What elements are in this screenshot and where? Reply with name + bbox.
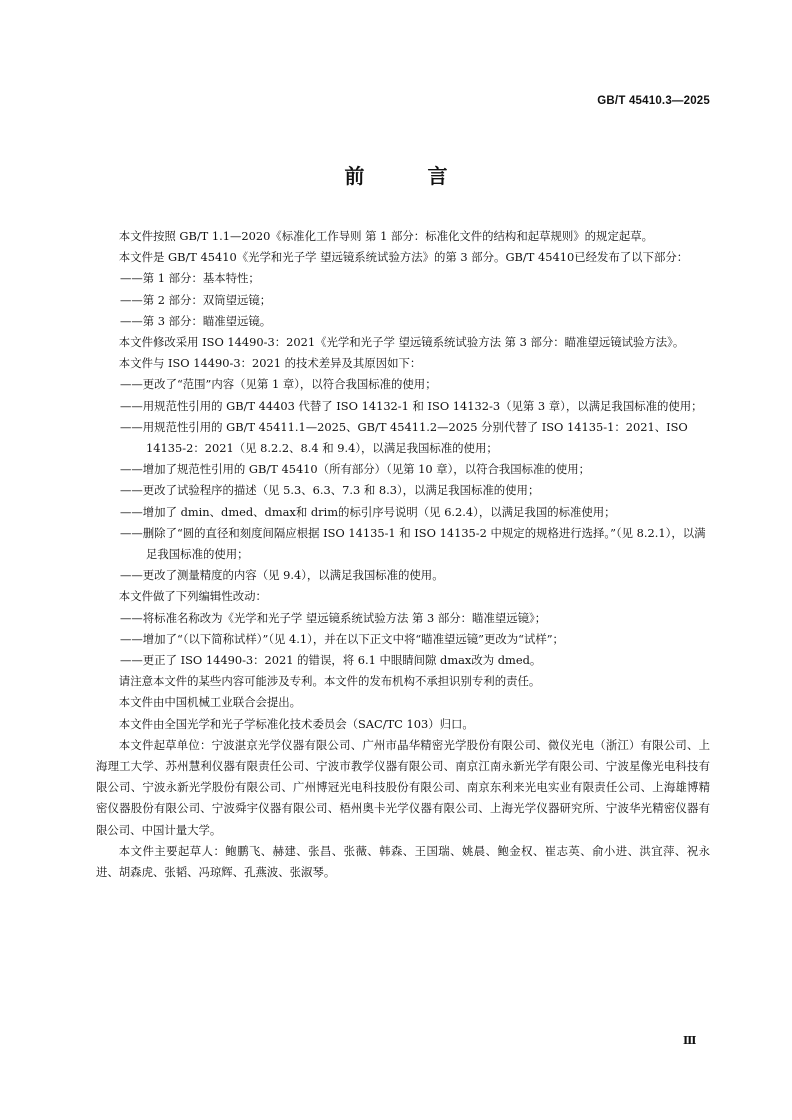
list-item: ——更改了试验程序的描述（见 5.3、6.3、7.3 和 8.3），以满足我国标准的使用； xyxy=(120,483,540,498)
list-item: ——第 2 部分：双筒望远镜； xyxy=(120,292,272,307)
paragraph: 本文件按照 GB/T 1.1—2020《标准化工作导则 第 1 部分：标准化文件的结构和起草规则》的规定起草。 xyxy=(118,229,654,243)
paragraph: 本文件由全国光学和光子学标准化技术委员会（SAC/TC 103）归口。 xyxy=(118,716,474,731)
paragraph: 请注意本文件的某些内容可能涉及专利。本文件的发布机构不承担识别专利的责任。 xyxy=(118,674,541,689)
paragraph: 本文件主要起草人：鲍鹏飞、赫建、张昌、张薇、韩森、王国瑞、姚晨、鲍金权、崔志英、俞小进、洪宜萍、祝永进、胡森虎、张韬、冯琼辉、孔燕波、张淑琴。 xyxy=(96,843,710,880)
page-title: 前 言 xyxy=(344,164,476,188)
list-item: ——将标准名称改为《光学和光子学 望远镜系统试验方法 第 3 部分：瞄准望远镜》； xyxy=(120,610,547,625)
list-item: ——用规范性引用的 GB/T 44403 代替了 ISO 14132-1 和 ISO 14132-3（见第 3 章），以满足我国标准的使用； xyxy=(120,398,703,413)
page-number: Ⅲ xyxy=(683,1035,697,1047)
paragraph: 本文件修改采用 ISO 14490-3：2021《光学和光子学 望远镜系统试验方法 第 3 部分：瞄准望远镜试验方法》。 xyxy=(118,335,685,350)
paragraph: 本文件与 ISO 14490-3：2021 的技术差异及其原因如下： xyxy=(118,356,422,371)
list-item: ——增加了“（以下简称试样）”（见 4.1），并在以下正文中将“瞄准望远镜”更改为“试样”； xyxy=(120,631,564,646)
list-item: ——增加了 dmin、dmed、dmax和 drim的标引序号说明（见 6.2.4），以满足我国的标准使用； xyxy=(120,504,616,519)
list-item: ——更改了“范围”内容（见第 1 章），以符合我国标准的使用； xyxy=(120,377,437,392)
list-item: ——更改了测量精度的内容（见 9.4），以满足我国标准的使用。 xyxy=(120,568,444,583)
list-item: ——更正了 ISO 14490-3：2021 的错误，将 6.1 中眼睛间隙 dmax改为 dmed。 xyxy=(120,653,542,668)
list-item: ——增加了规范性引用的 GB/T 45410（所有部分）（见第 10 章），以符合我国标准的使用； xyxy=(120,462,591,477)
paragraph: 本文件起草单位：宁波湛京光学仪器有限公司、广州市晶华精密光学股份有限公司、微仪光电（浙江）有限公司、上海理工大学、苏州慧利仪器有限责任公司、宁波市教学仪器有限公司、南京江南永新光学有限公司、宁波星像光电科技有限公司、宁波永新光学股份有限公司、广州博冠光电科技股份有限公司、南京东利来光电实业有限责任公司、上海雄博精密仪器股份有限公司、宁波舜宇仪器有限公司、梧州奥卡光学仪器有限公司、上海光学仪器研究所、宁波华光精密仪器有限公司、中国计量大学。 xyxy=(96,737,710,837)
list-item: ——第 1 部分：基本特性； xyxy=(120,271,260,286)
list-item: ——第 3 部分：瞄准望远镜。 xyxy=(120,313,272,328)
paragraph: 本文件由中国机械工业联合会提出。 xyxy=(118,695,302,710)
list-item: ——删除了“圆的直径和刻度间隔应根据 ISO 14135-1 和 ISO 14135-2 中规定的规格进行选择。”（见 8.2.1），以满足我国标准的使用； xyxy=(120,525,706,562)
standard-number: GB/T 45410.3—2025 xyxy=(597,95,710,107)
paragraph: 本文件是 GB/T 45410《光学和光子学 望远镜系统试验方法》的第 3 部分。GB/T 45410已经发布了以下部分： xyxy=(118,250,689,265)
paragraph: 本文件做了下列编辑性改动： xyxy=(118,589,267,604)
list-item: ——用规范性引用的 GB/T 45411.1—2025、GB/T 45411.2—2025 分别代替了 ISO 14135-1：2021、ISO 14135-2：2021（见 8.2.2、8.4 和 9.4），以满足我国标准的使用； xyxy=(120,419,688,456)
foreword-body xyxy=(96,226,710,883)
